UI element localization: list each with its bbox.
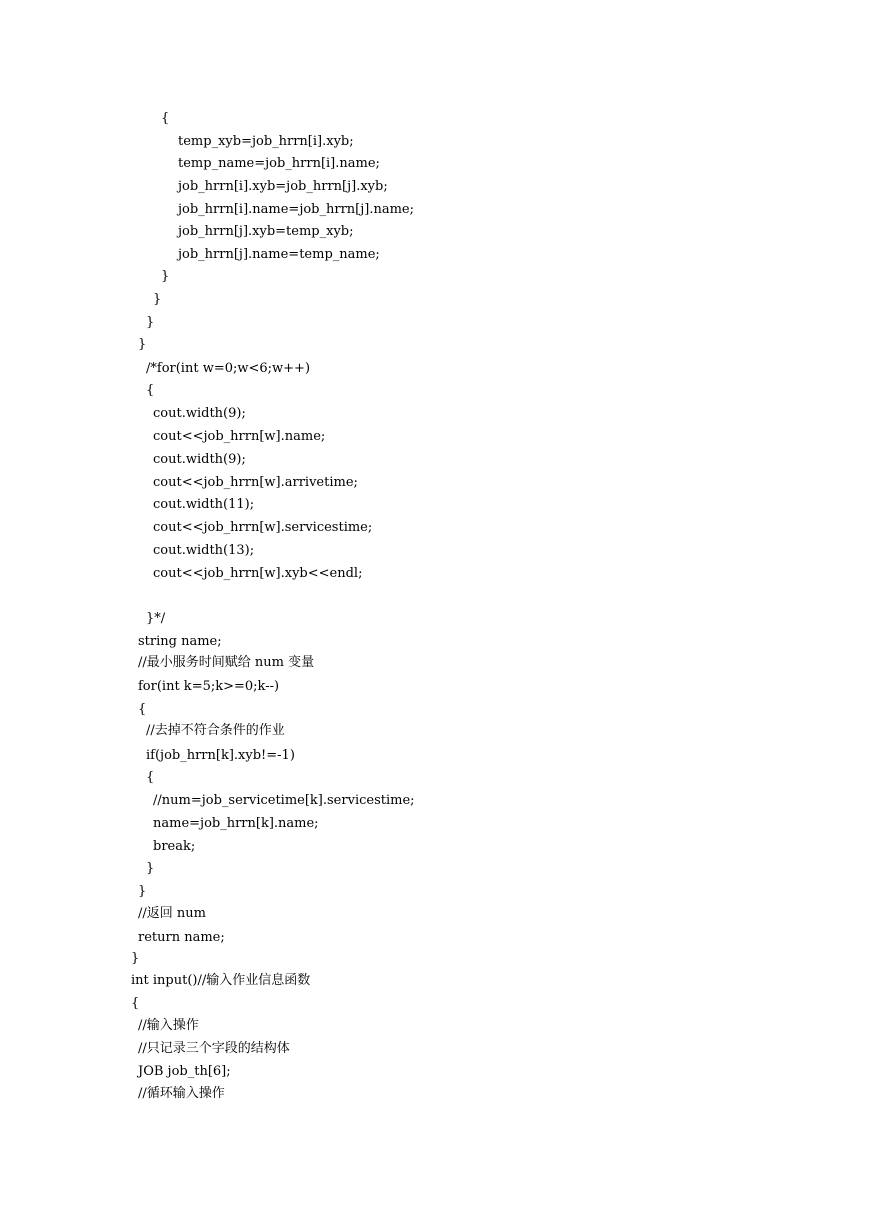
code-line: {	[131, 996, 140, 1011]
code-line: /*for(int w=0;w<6;w++)	[146, 361, 311, 376]
code-line: break;	[153, 839, 196, 854]
code-line: }	[153, 292, 162, 307]
code-line: //返回 num	[138, 906, 206, 921]
code-line: //只记录三个字段的结构体	[138, 1041, 290, 1056]
code-line: job_hrrn[i].xyb=job_hrrn[j].xyb;	[178, 179, 388, 194]
code-line: for(int k=5;k>=0;k--)	[138, 679, 280, 694]
code-line: cout<<job_hrrn[w].arrivetime;	[153, 475, 358, 490]
code-line: {	[146, 770, 155, 785]
code-line: }	[131, 951, 140, 966]
code-line: {	[146, 383, 155, 398]
code-line: //输入操作	[138, 1018, 199, 1033]
code-line: }*/	[146, 611, 166, 626]
code-line: job_hrrn[j].xyb=temp_xyb;	[178, 224, 354, 239]
code-line: //最小服务时间赋给 num 变量	[138, 655, 315, 670]
code-line: cout.width(9);	[153, 452, 246, 467]
code-line: }	[138, 337, 147, 352]
code-line: //去掉不符合条件的作业	[146, 723, 285, 738]
code-line: name=job_hrrn[k].name;	[153, 816, 319, 831]
code-line: int input()//输入作业信息函数	[131, 973, 311, 988]
code-line: job_hrrn[i].name=job_hrrn[j].name;	[178, 202, 415, 217]
code-line: cout<<job_hrrn[w].xyb<<endl;	[153, 566, 363, 581]
code-line: cout.width(13);	[153, 543, 255, 558]
code-line: temp_name=job_hrrn[i].name;	[178, 156, 380, 171]
code-line: }	[146, 861, 155, 876]
code-line: temp_xyb=job_hrrn[i].xyb;	[178, 134, 354, 149]
code-line: if(job_hrrn[k].xyb!=-1)	[146, 748, 295, 763]
code-line: string name;	[138, 634, 222, 649]
code-line: cout<<job_hrrn[w].name;	[153, 429, 326, 444]
code-line: cout.width(11);	[153, 497, 255, 512]
code-line: return name;	[138, 930, 225, 945]
code-line: {	[161, 111, 170, 126]
code-line: //num=job_servicetime[k].servicestime;	[153, 793, 415, 808]
code-line: job_hrrn[j].name=temp_name;	[178, 247, 380, 262]
code-line: JOB job_th[6];	[138, 1064, 231, 1079]
code-line: //循环输入操作	[138, 1086, 225, 1101]
code-line: }	[146, 315, 155, 330]
code-line: }	[138, 884, 147, 899]
code-line: cout.width(9);	[153, 406, 246, 421]
code-line: cout<<job_hrrn[w].servicestime;	[153, 520, 373, 535]
code-line: }	[161, 269, 170, 284]
code-line: {	[138, 702, 147, 717]
